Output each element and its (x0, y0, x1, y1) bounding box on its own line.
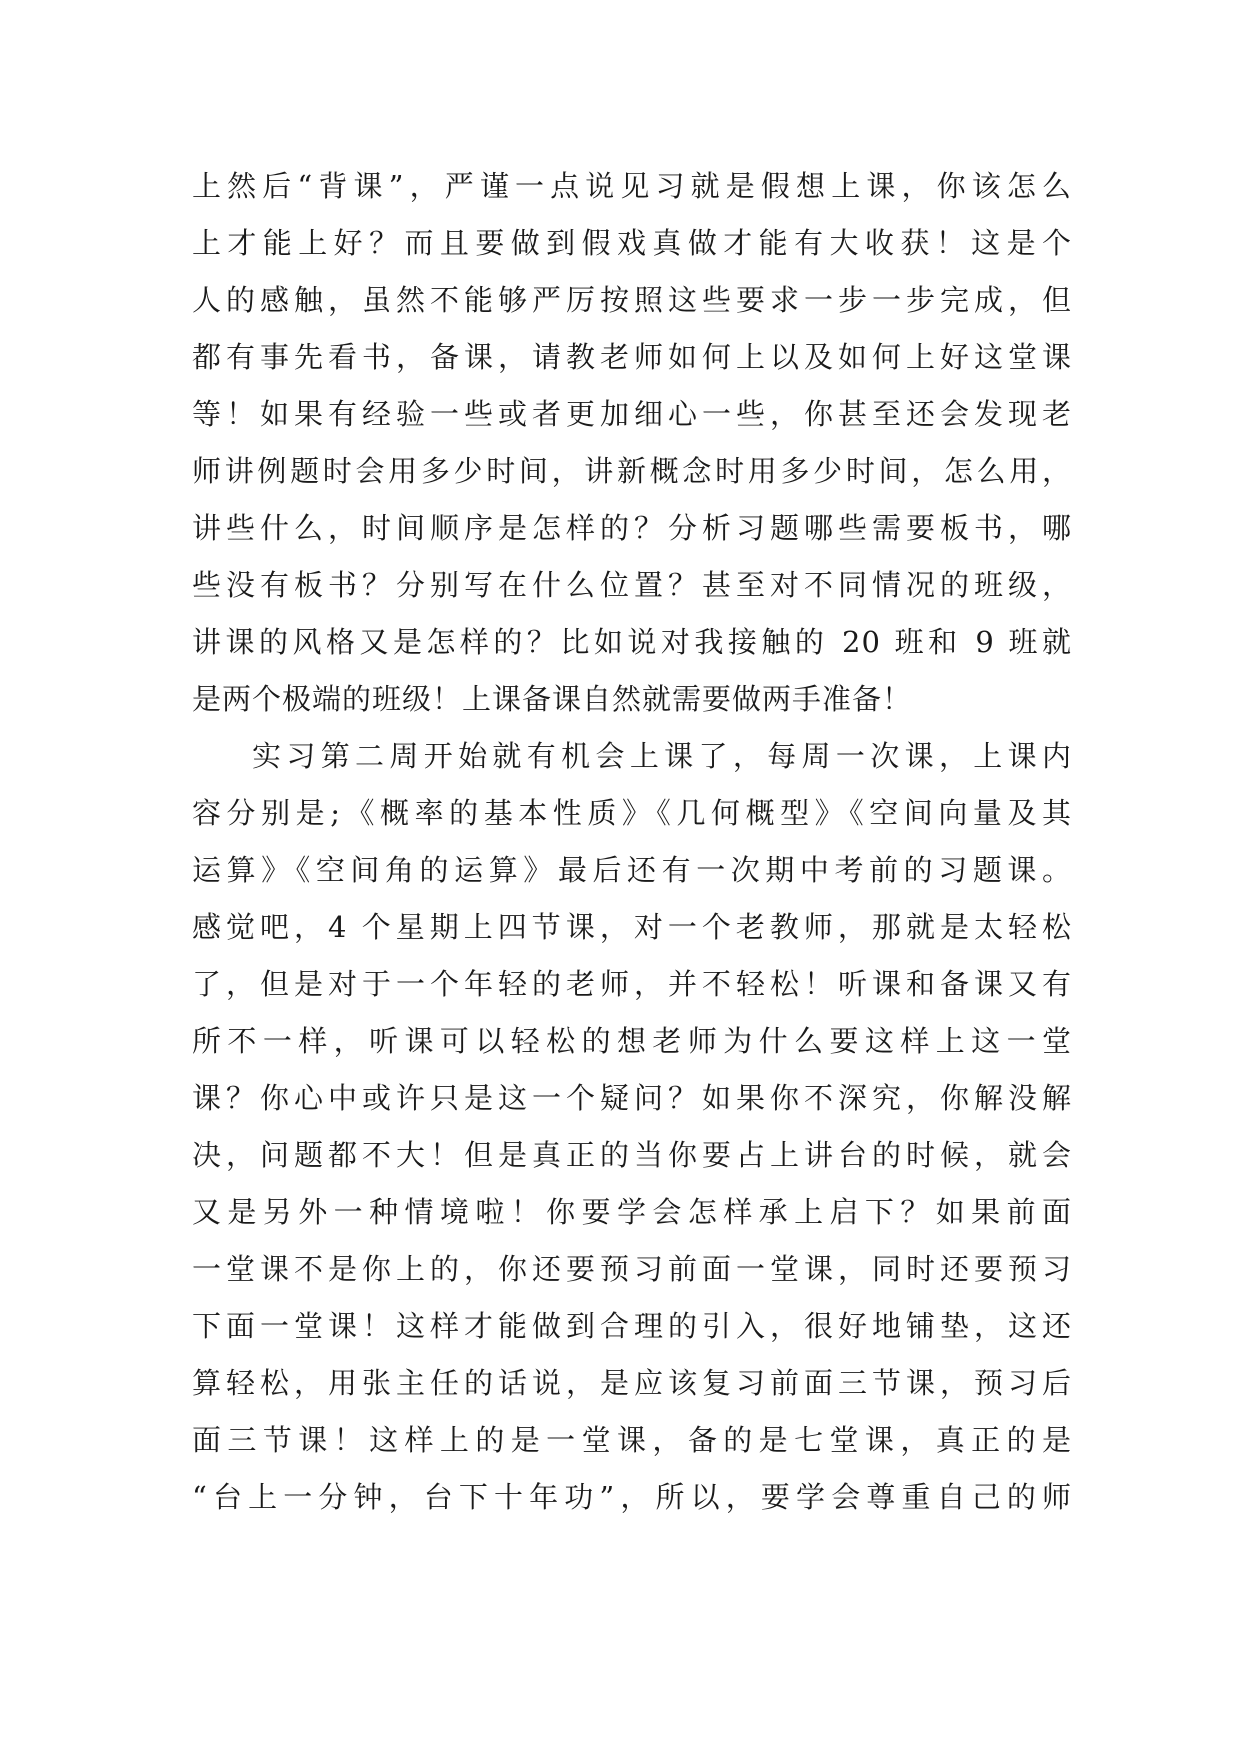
text-line: 下面一堂课！这样才能做到合理的引入，很好地铺垫，这还 (192, 1309, 1072, 1343)
text-line: 运算》《空间角的运算》最后还有一次期中考前的习题课。 (192, 853, 1072, 887)
text-line: 了，但是对于一个年轻的老师，并不轻松！听课和备课又有 (192, 967, 1072, 1001)
text-line: 所不一样，听课可以轻松的想老师为什么要这样上这一堂 (192, 1024, 1072, 1058)
text-line: “台上一分钟，台下十年功”，所以，要学会尊重自己的师 (192, 1480, 1072, 1514)
text-line: 面三节课！这样上的是一堂课，备的是七堂课，真正的是 (192, 1423, 1072, 1457)
paragraph-start-line: 实习第二周开始就有机会上课了，每周一次课，上课内 (252, 739, 1072, 773)
body-text (192, 158, 1072, 1526)
text-line: 讲课的风格又是怎样的？比如说对我接触的 20 班和 9 班就 (192, 625, 1072, 659)
text-line: 容分别是;《概率的基本性质》《几何概型》《空间向量及其 (192, 796, 1072, 830)
text-line: 都有事先看书，备课，请教老师如何上以及如何上好这堂课 (192, 340, 1072, 374)
text-line: 是两个极端的班级！上课备课自然就需要做两手准备！ (192, 682, 913, 716)
text-line: 算轻松，用张主任的话说，是应该复习前面三节课，预习后 (192, 1366, 1072, 1400)
text-line: 些没有板书？分别写在什么位置？甚至对不同情况的班级， (192, 568, 1072, 602)
text-line: 上然后“背课”，严谨一点说见习就是假想上课，你该怎么 (192, 169, 1072, 203)
text-line: 感觉吧，4 个星期上四节课，对一个老教师，那就是太轻松 (192, 910, 1072, 944)
text-line: 人的感触，虽然不能够严厉按照这些要求一步一步完成，但 (192, 283, 1072, 317)
text-line: 一堂课不是你上的，你还要预习前面一堂课，同时还要预习 (192, 1252, 1072, 1286)
text-line: 决，问题都不大！但是真正的当你要占上讲台的时候，就会 (192, 1138, 1072, 1172)
text-line: 等！如果有经验一些或者更加细心一些，你甚至还会发现老 (192, 397, 1072, 431)
text-line: 又是另外一种情境啦！你要学会怎样承上启下？如果前面 (192, 1195, 1072, 1229)
text-line: 讲些什么，时间顺序是怎样的？分析习题哪些需要板书，哪 (192, 511, 1072, 545)
text-line: 上才能上好？而且要做到假戏真做才能有大收获！这是个 (192, 226, 1072, 260)
text-line: 课？你心中或许只是这一个疑问？如果你不深究，你解没解 (192, 1081, 1072, 1115)
text-line: 师讲例题时会用多少时间，讲新概念时用多少时间，怎么用， (192, 454, 1072, 488)
